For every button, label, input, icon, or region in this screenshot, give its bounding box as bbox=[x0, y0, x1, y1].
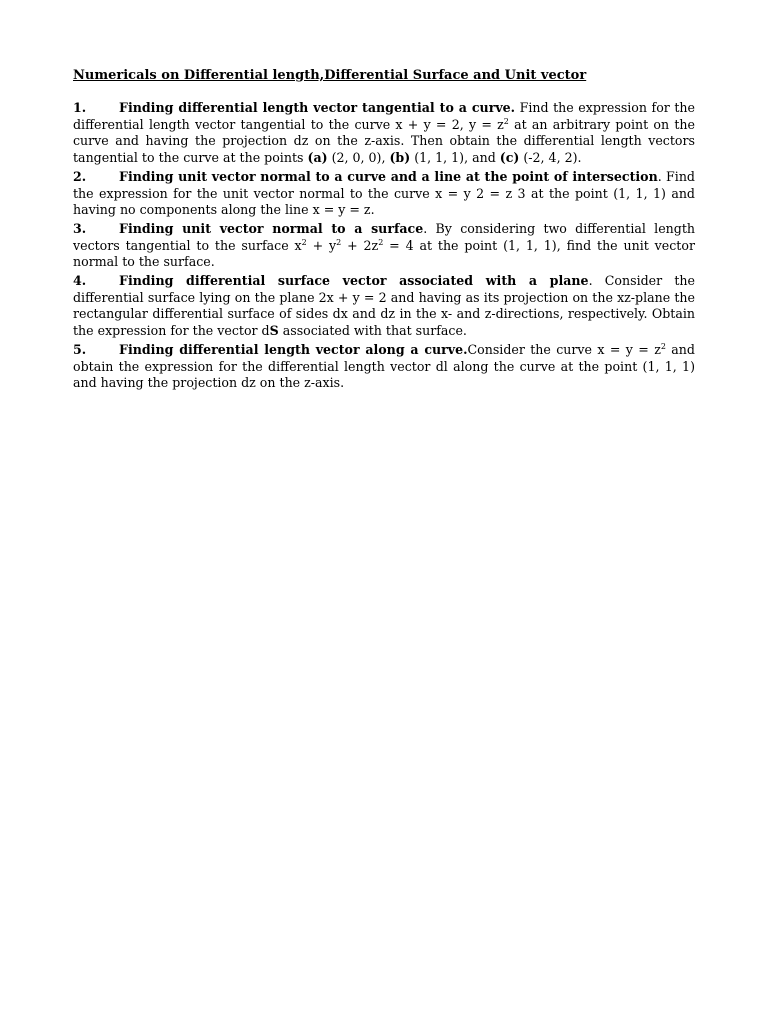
problem-number: 4. bbox=[73, 273, 87, 289]
problem-1 bbox=[73, 100, 695, 167]
problem-heading: Finding differential surface vector associated with a plane bbox=[119, 273, 589, 289]
problem-text: = 4 at the point (1, 1, 1), find the unit vector normal to the surface. bbox=[73, 237, 695, 270]
superscript: 2 bbox=[378, 237, 384, 247]
point-value: (-2, 4, 2). bbox=[519, 150, 582, 166]
problem-text: at an arbitrary point on the curve and having the projection dz on the z-axis. Then obtain the differential length vectors tangential to the curve at the points bbox=[73, 116, 695, 166]
problem-text: Consider the curve x = y = z bbox=[467, 341, 661, 357]
problem-number: 2. bbox=[73, 168, 87, 184]
problem-text: + 2z bbox=[341, 237, 379, 253]
point-value: (1, 1, 1), and bbox=[410, 150, 500, 166]
problem-text: associated with that surface. bbox=[278, 323, 467, 339]
point-label: (b) bbox=[389, 150, 411, 166]
vector-symbol: S bbox=[269, 323, 279, 339]
problem-heading: Finding differential length vector along a curve. bbox=[119, 341, 468, 357]
problem-3 bbox=[73, 221, 695, 271]
problem-heading: Finding unit vector normal to a surface bbox=[119, 220, 424, 236]
problem-heading: Finding differential length vector tangential to a curve. bbox=[119, 100, 516, 115]
superscript: 2 bbox=[301, 237, 307, 247]
document-title: Numericals on Differential length,Differential Surface and Unit vector bbox=[73, 68, 587, 83]
superscript: 2 bbox=[503, 116, 509, 126]
problem-5 bbox=[73, 342, 695, 392]
point-value: (2, 0, 0), bbox=[327, 150, 390, 166]
problem-text: + y bbox=[306, 237, 337, 253]
problem-text: and obtain the expression for the differential length vector dl along the curve at the point (1, 1, 1) and having the projection dz on the z-axis. bbox=[73, 341, 695, 391]
problem-4 bbox=[73, 273, 695, 340]
problem-2 bbox=[73, 169, 695, 219]
problem-text: . Find the expression for the unit vector normal to the curve x = y 2 = z 3 at the point (1, 1, 1) and having no components along the line x = y = z. bbox=[73, 168, 695, 218]
superscript: 2 bbox=[336, 237, 342, 247]
problem-list bbox=[73, 100, 695, 392]
point-label: (a) bbox=[307, 150, 328, 166]
problem-number: 3. bbox=[73, 220, 87, 236]
document-page bbox=[73, 66, 695, 394]
problem-text: Find the expression for the differential length vector tangential to the curve x + y = 2, y = z bbox=[73, 100, 695, 132]
problem-number: 5. bbox=[73, 341, 87, 357]
problem-text: . By considering two differential length vectors tangential to the surface x bbox=[73, 220, 695, 253]
point-label: (c) bbox=[499, 150, 520, 166]
problem-text: . Consider the differential surface lying on the plane 2x + y = 2 and having as its projection on the xz-plane the rectangular differential surface of sides dx and dz in the x- and z-directions, respectively. Obtain the expression for the vector d bbox=[73, 273, 695, 339]
problem-number: 1. bbox=[73, 100, 87, 115]
superscript: 2 bbox=[660, 341, 666, 351]
problem-heading: Finding unit vector normal to a curve and a line at the point of intersection bbox=[119, 168, 658, 184]
